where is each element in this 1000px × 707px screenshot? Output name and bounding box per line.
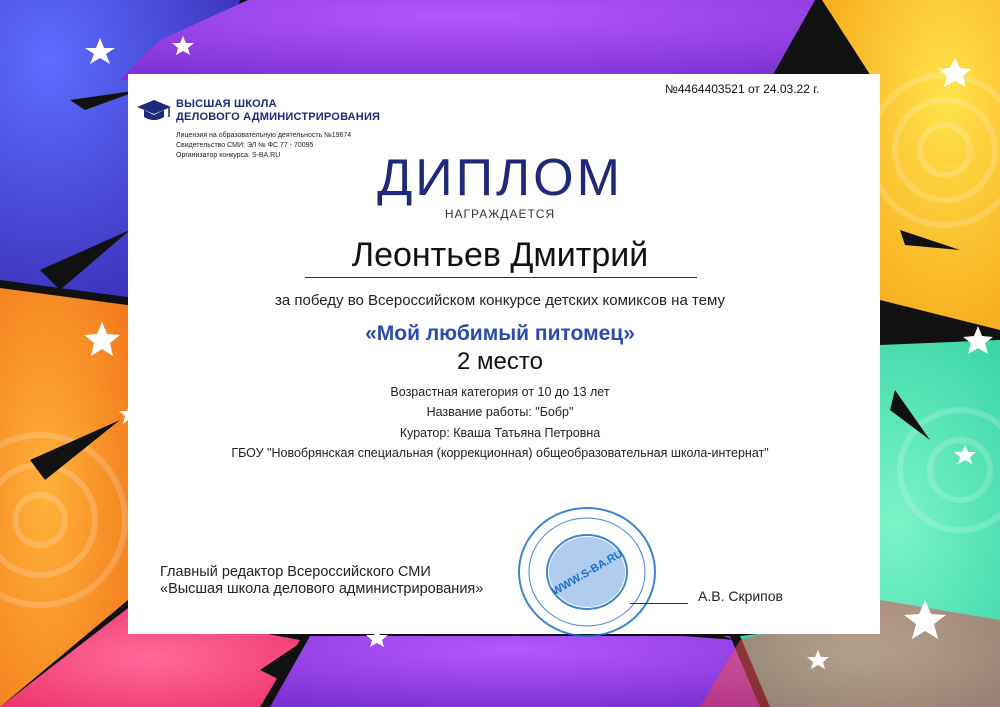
logo-line-1: ВЫСШАЯ ШКОЛА (176, 98, 277, 110)
work-title: Название работы: "Бобр" (426, 405, 574, 419)
place-text: 2 место (457, 348, 543, 375)
diploma-number: №4464403521 от 24.03.22 г. (665, 82, 820, 96)
stamp-seal (512, 502, 662, 642)
signer-position-line-1: Главный редактор Всероссийского СМИ (160, 564, 431, 580)
diploma-title: ДИПЛОМ (377, 149, 623, 207)
recipient-underline (305, 277, 697, 278)
media-certificate-text: Свидетельство СМИ: ЭЛ № ФС 77 - 70095 (176, 142, 314, 149)
stamp-text: WWW.S-BA.RU (550, 547, 625, 598)
signer-name: А.В. Скрипов (698, 588, 783, 604)
school-name: ГБОУ "Новобрянская специальная (коррекционная) общеобразовательная школа-интернат" (231, 446, 769, 460)
contest-theme: «Мой любимый питомец» (365, 322, 635, 345)
logo-line-2: ДЕЛОВОГО АДМИНИСТРИРОВАНИЯ (176, 111, 381, 123)
signature-line (630, 603, 688, 604)
graduation-cap-icon (136, 98, 172, 124)
license-text: Лицензия на образовательную деятельность №19674 (176, 132, 352, 139)
logo-title (176, 98, 380, 124)
recipient-name: Леонтьев Дмитрий (351, 236, 649, 274)
organizer-text: Организатор конкурса. S-BA.RU (176, 152, 281, 159)
age-category: Возрастная категория от 10 до 13 лет (390, 385, 610, 399)
contest-description: за победу во Всероссийском конкурсе детских комиксов на тему (275, 292, 725, 309)
curator: Куратор: Кваша Татьяна Петровна (399, 426, 601, 440)
signer-position (160, 564, 483, 598)
signer-position-line-2: «Высшая школа делового администрирования» (160, 581, 484, 597)
awarded-label: НАГРАЖДАЕТСЯ (444, 207, 556, 221)
